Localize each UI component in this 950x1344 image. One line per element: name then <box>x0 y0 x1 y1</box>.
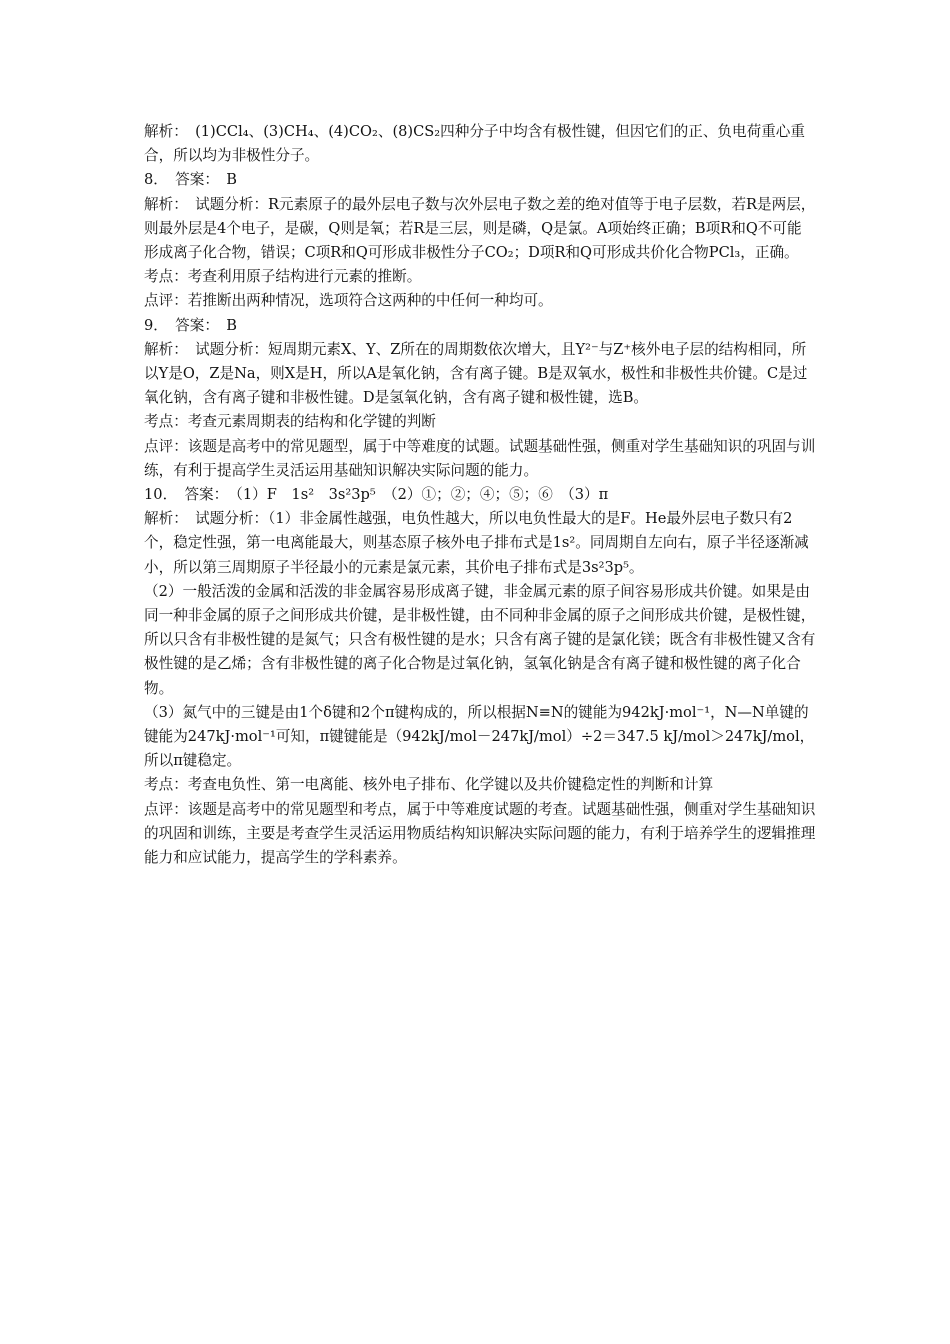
document-body <box>144 118 816 870</box>
paragraph-q10-kaodian: 考点：考查电负性、第一电离能、核外电子排布、化学键以及共价键稳定性的判断和计算 <box>144 776 714 794</box>
paragraph-q7-analysis: 解析： (1)CCl₄、(3)CH₄、(4)CO₂、(8)CS₂四种分子中均含有极性键，但因它们的正、负电荷重心重合，所以均为非极性分子。 <box>144 123 805 165</box>
paragraph-q8-dianping: 点评：若推断出两种情况，选项符合这两种的中任何一种均可。 <box>144 292 553 310</box>
paragraph-q9-kaodian: 考点：考查元素周期表的结构和化学键的判断 <box>144 413 436 431</box>
paragraph-q9-answer: 9． 答案： B <box>144 316 237 334</box>
paragraph-q8-kaodian: 考点：考查利用原子结构进行元素的推断。 <box>144 268 422 286</box>
paragraph-q10-analysis-2: （2）一般活泼的金属和活泼的非金属容易形成离子键，非金属元素的原子间容易形成共价键。如果是由同一种非金属的原子之间形成共价键，是非极性键，由不同种非金属的原子之间形成共价键，是极性键，所以只含有非极性键的是氮气；只含有极性键的是水；只含有离子键的是氯化镁；既含有非极性键又含有极性键的是乙烯；含有非极性键的离子化合物是过氧化钠，氢氧化钠是含有离子键和极性键的离子化合物。 <box>144 582 816 697</box>
paragraph-q10-answer: 10． 答案： （1）F 1s² 3s²3p⁵ （2）①；②；④；⑤；⑥ （3）π <box>144 486 609 504</box>
paragraph-q9-dianping: 点评：该题是高考中的常见题型，属于中等难度的试题。试题基础性强，侧重对学生基础知识的巩固与训练，有利于提高学生灵活运用基础知识解决实际问题的能力。 <box>144 437 816 479</box>
paragraph-q10-analysis-1: 解析： 试题分析：（1）非金属性越强，电负性越大，所以电负性最大的是F。He最外层电子数只有2个，稳定性强，第一电离能最大，则基态原子核外电子排布式是1s²。同周期自左向右，原子半径逐渐减小，所以第三周期原子半径最小的元素是氯元素，其价电子排布式是3s²3p⁵。 <box>144 510 809 576</box>
paragraph-q8-analysis: 解析： 试题分析：R元素原子的最外层电子数与次外层电子数之差的绝对值等于电子层数，若R是两层，则最外层是4个电子，是碳，Q则是氧；若R是三层，则是磷，Q是氯。A项始终正确；B项R和Q不可能形成离子化合物，错误；C项R和Q可形成非极性分子CO₂；D项R和Q可形成共价化合物PCl₃，正确。 <box>144 195 816 262</box>
paragraph-q10-dianping: 点评：该题是高考中的常见题型和考点，属于中等难度试题的考查。试题基础性强，侧重对学生基础知识的巩固和训练，主要是考查学生灵活运用物质结构知识解决实际问题的能力，有利于培养学生的逻辑推理能力和应试能力，提高学生的学科素养。 <box>144 800 816 867</box>
paragraph-q10-analysis-3: （3）氮气中的三键是由1个δ键和2个π键构成的，所以根据N≡N的键能为942kJ·mol⁻¹，N—N单键的键能为247kJ·mol⁻¹可知，π键键能是（942kJ/mol－247kJ/mol）÷2＝347.5 kJ/mol＞247kJ/mol，所以π键稳定。 <box>144 703 815 770</box>
paragraph-q9-analysis: 解析： 试题分析：短周期元素X、Y、Z所在的周期数依次增大，且Y²⁻与Z⁺核外电子层的结构相同，所以Y是O，Z是Na，则X是H，所以A是氧化钠，含有离子键。B是双氧水，极性和非极性共价键。C是过氧化钠，含有离子键和非极性键。D是氢氧化钠，含有离子键和极性键，选B。 <box>144 340 808 407</box>
paragraph-q8-answer: 8． 答案： B <box>144 171 237 189</box>
